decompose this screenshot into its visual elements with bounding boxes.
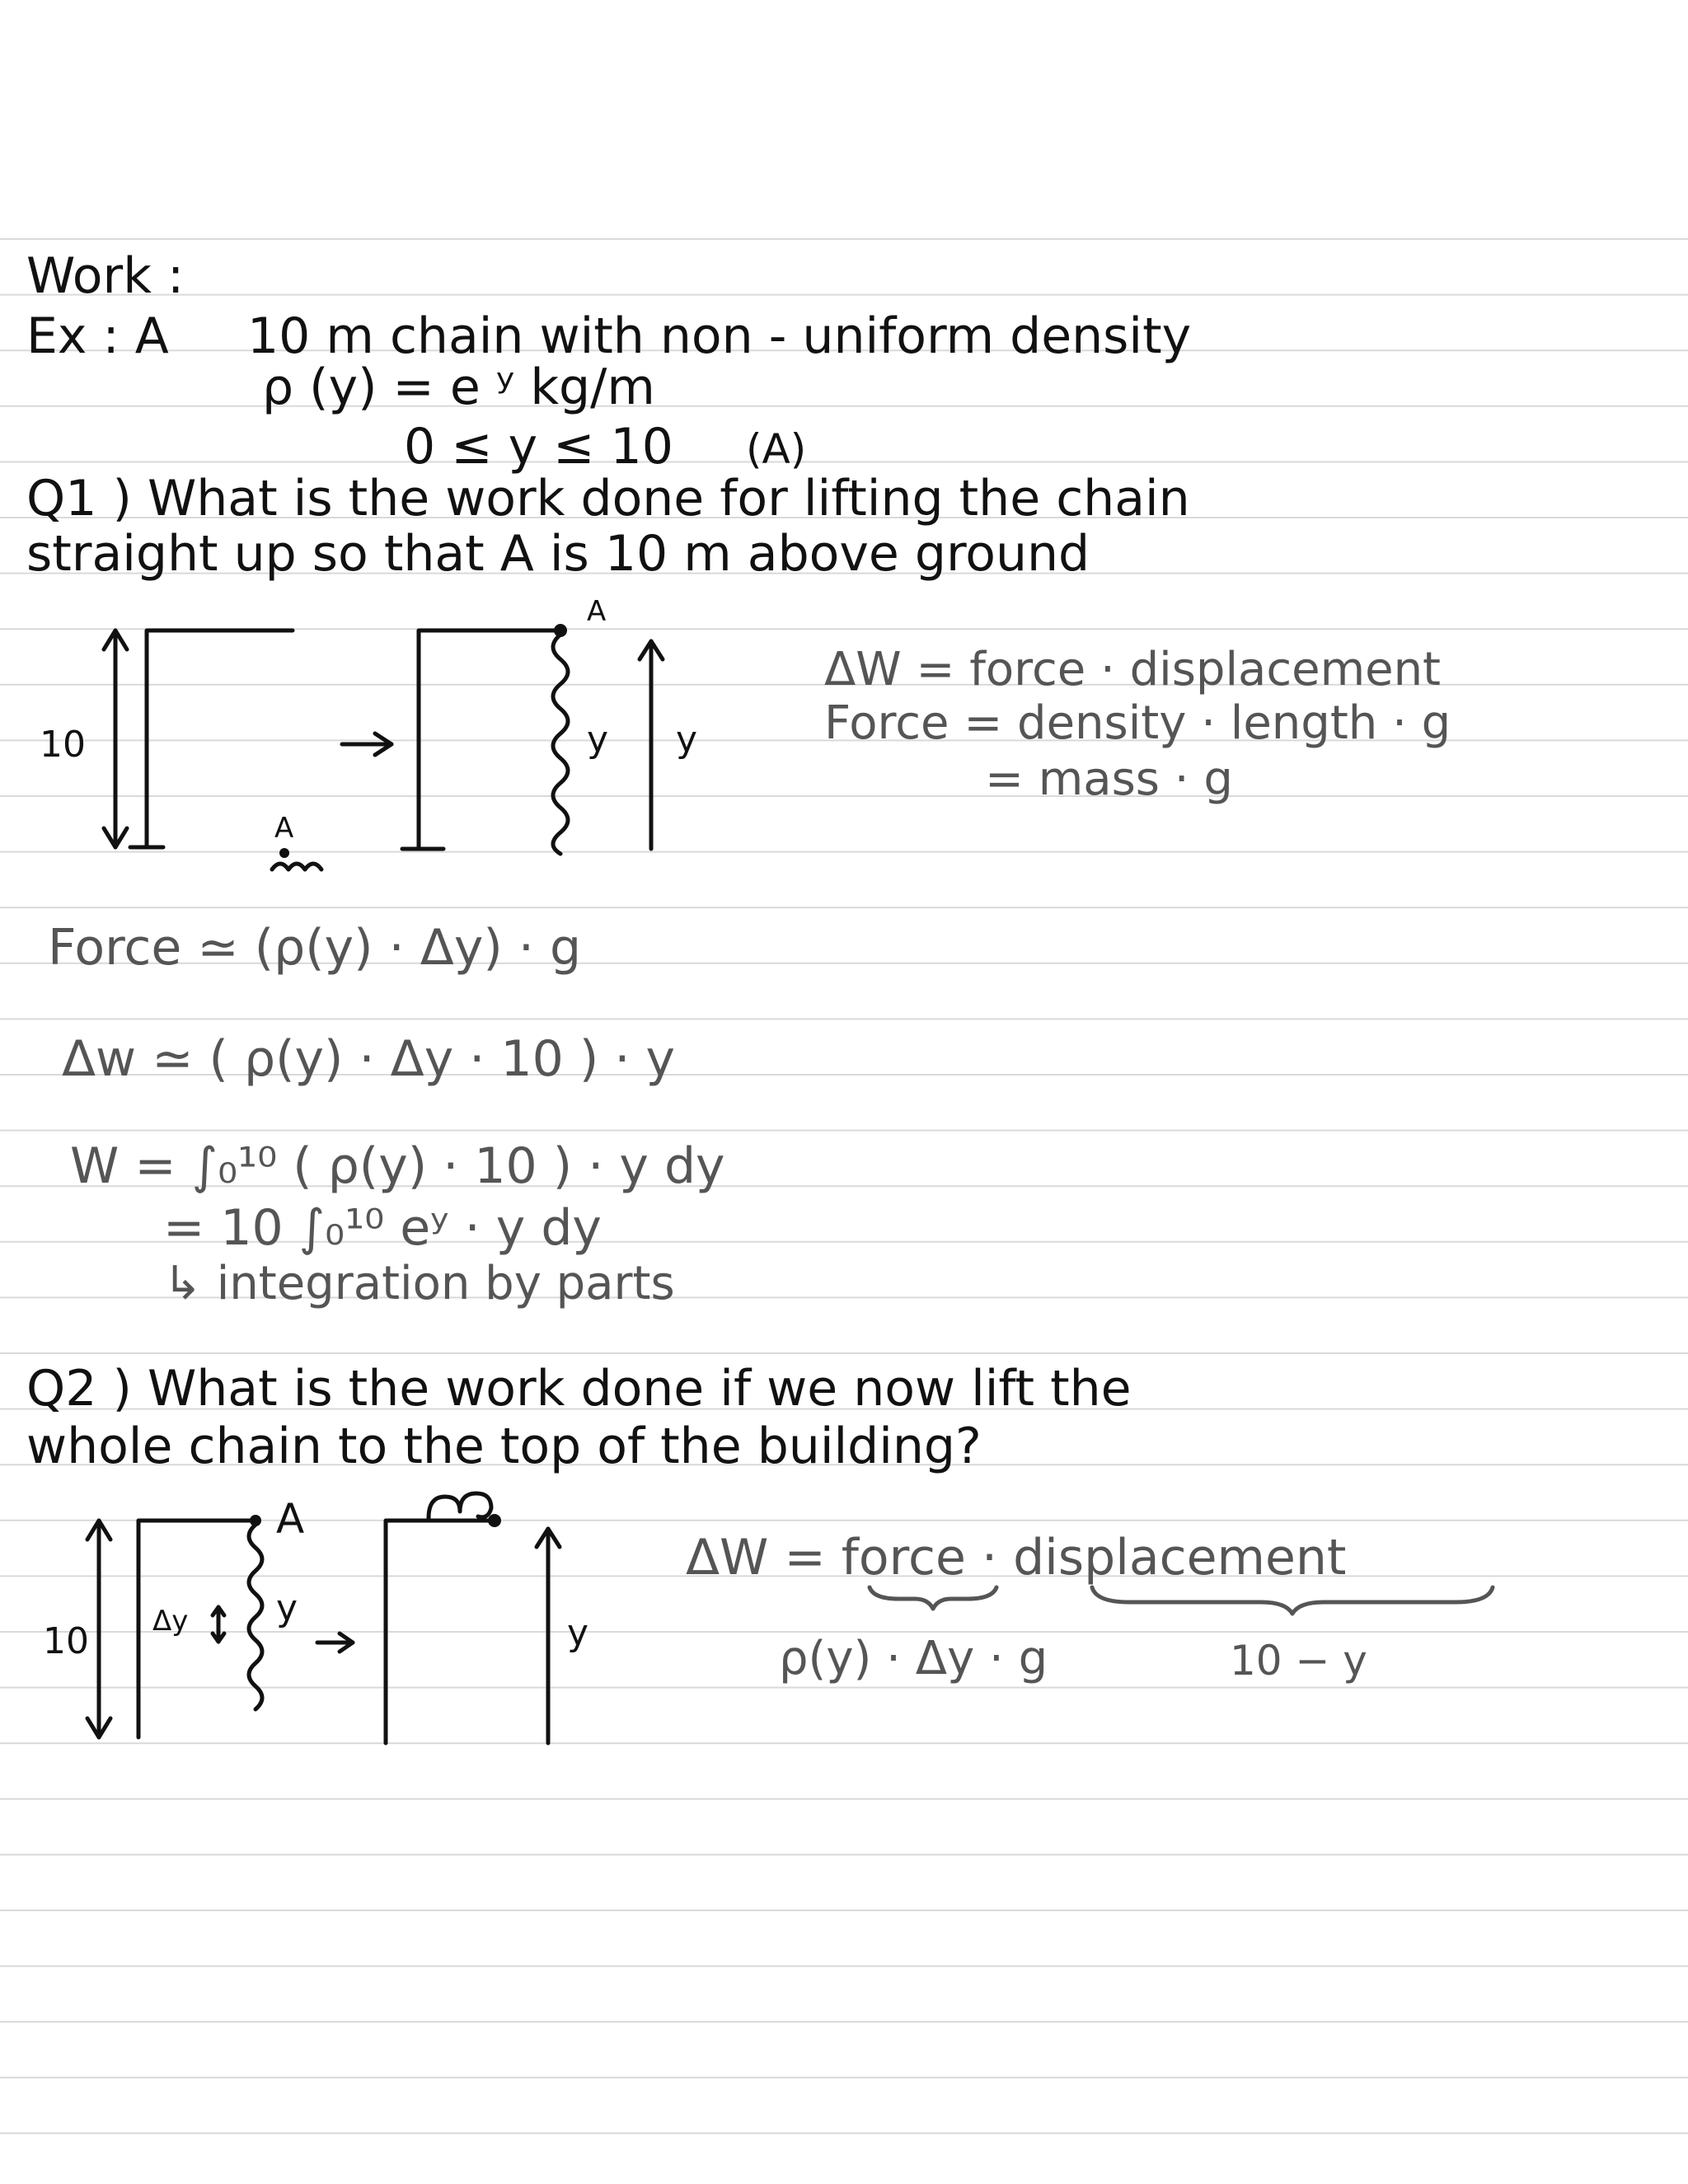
example-range-note: (A) xyxy=(746,425,807,473)
q2-building-after xyxy=(386,1521,495,1743)
heading: Work : xyxy=(26,247,185,305)
example-line-1: 10 m chain with non - uniform density xyxy=(247,307,1192,365)
q2-force-term: ρ(y) · Δy · g xyxy=(779,1632,1048,1685)
example-density: ρ (y) = e ʸ kg/m xyxy=(262,359,655,416)
q2-height-y-label: y xyxy=(567,1612,589,1654)
q2-formula: ΔW = force · displacement xyxy=(686,1529,1347,1586)
example-prefix: Ex : A xyxy=(26,307,169,365)
q2-height-label: 10 xyxy=(43,1620,89,1662)
q1-height-label: 10 xyxy=(40,724,86,766)
q1-point-a-top: A xyxy=(587,595,607,628)
q2-hanging-chain xyxy=(249,1525,262,1709)
q2-chain-end xyxy=(488,1514,501,1527)
q2-displacement-term: 10 − y xyxy=(1230,1637,1367,1685)
q2-dy-label: Δy xyxy=(152,1605,189,1638)
q2-segment-label: y xyxy=(276,1587,298,1629)
q1-step-integral: W = ∫₀¹⁰ ( ρ(y) · 10 ) · y dy xyxy=(70,1137,725,1195)
q1-step-simplified: = 10 ∫₀¹⁰ eʸ · y dy xyxy=(163,1199,602,1257)
q1-step-method: ↳ integration by parts xyxy=(163,1257,675,1310)
q1-question-line-2: straight up so that A is 10 m above ground xyxy=(26,525,1090,583)
q1-step-delta-w: Δw ≃ ( ρ(y) · Δy · 10 ) · y xyxy=(62,1030,675,1088)
q1-segment-label: y xyxy=(587,719,609,761)
q2-chain-coil xyxy=(429,1493,491,1518)
q1-note-work: ΔW = force · displacement xyxy=(824,643,1442,696)
q2-question-line-2: whole chain to the top of the building? xyxy=(26,1418,982,1475)
q1-point-a-bottom: A xyxy=(274,812,294,845)
q1-step-force: Force ≃ (ρ(y) · Δy) · g xyxy=(48,919,582,977)
q2-displacement-brace xyxy=(1092,1587,1493,1614)
q1-height-y-label: y xyxy=(676,719,698,761)
q2-force-brace xyxy=(870,1587,996,1609)
q2-question-line-1: Q2 ) What is the work done if we now lift the xyxy=(26,1360,1132,1418)
q1-note-force: Force = density · length · g xyxy=(824,696,1451,750)
q1-question-line-1: Q1 ) What is the work done for lifting the chain xyxy=(26,470,1190,527)
q1-note-mass: = mass · g xyxy=(985,752,1233,806)
q2-point-a: A xyxy=(276,1495,305,1543)
example-range: 0 ≤ y ≤ 10 xyxy=(404,418,673,476)
